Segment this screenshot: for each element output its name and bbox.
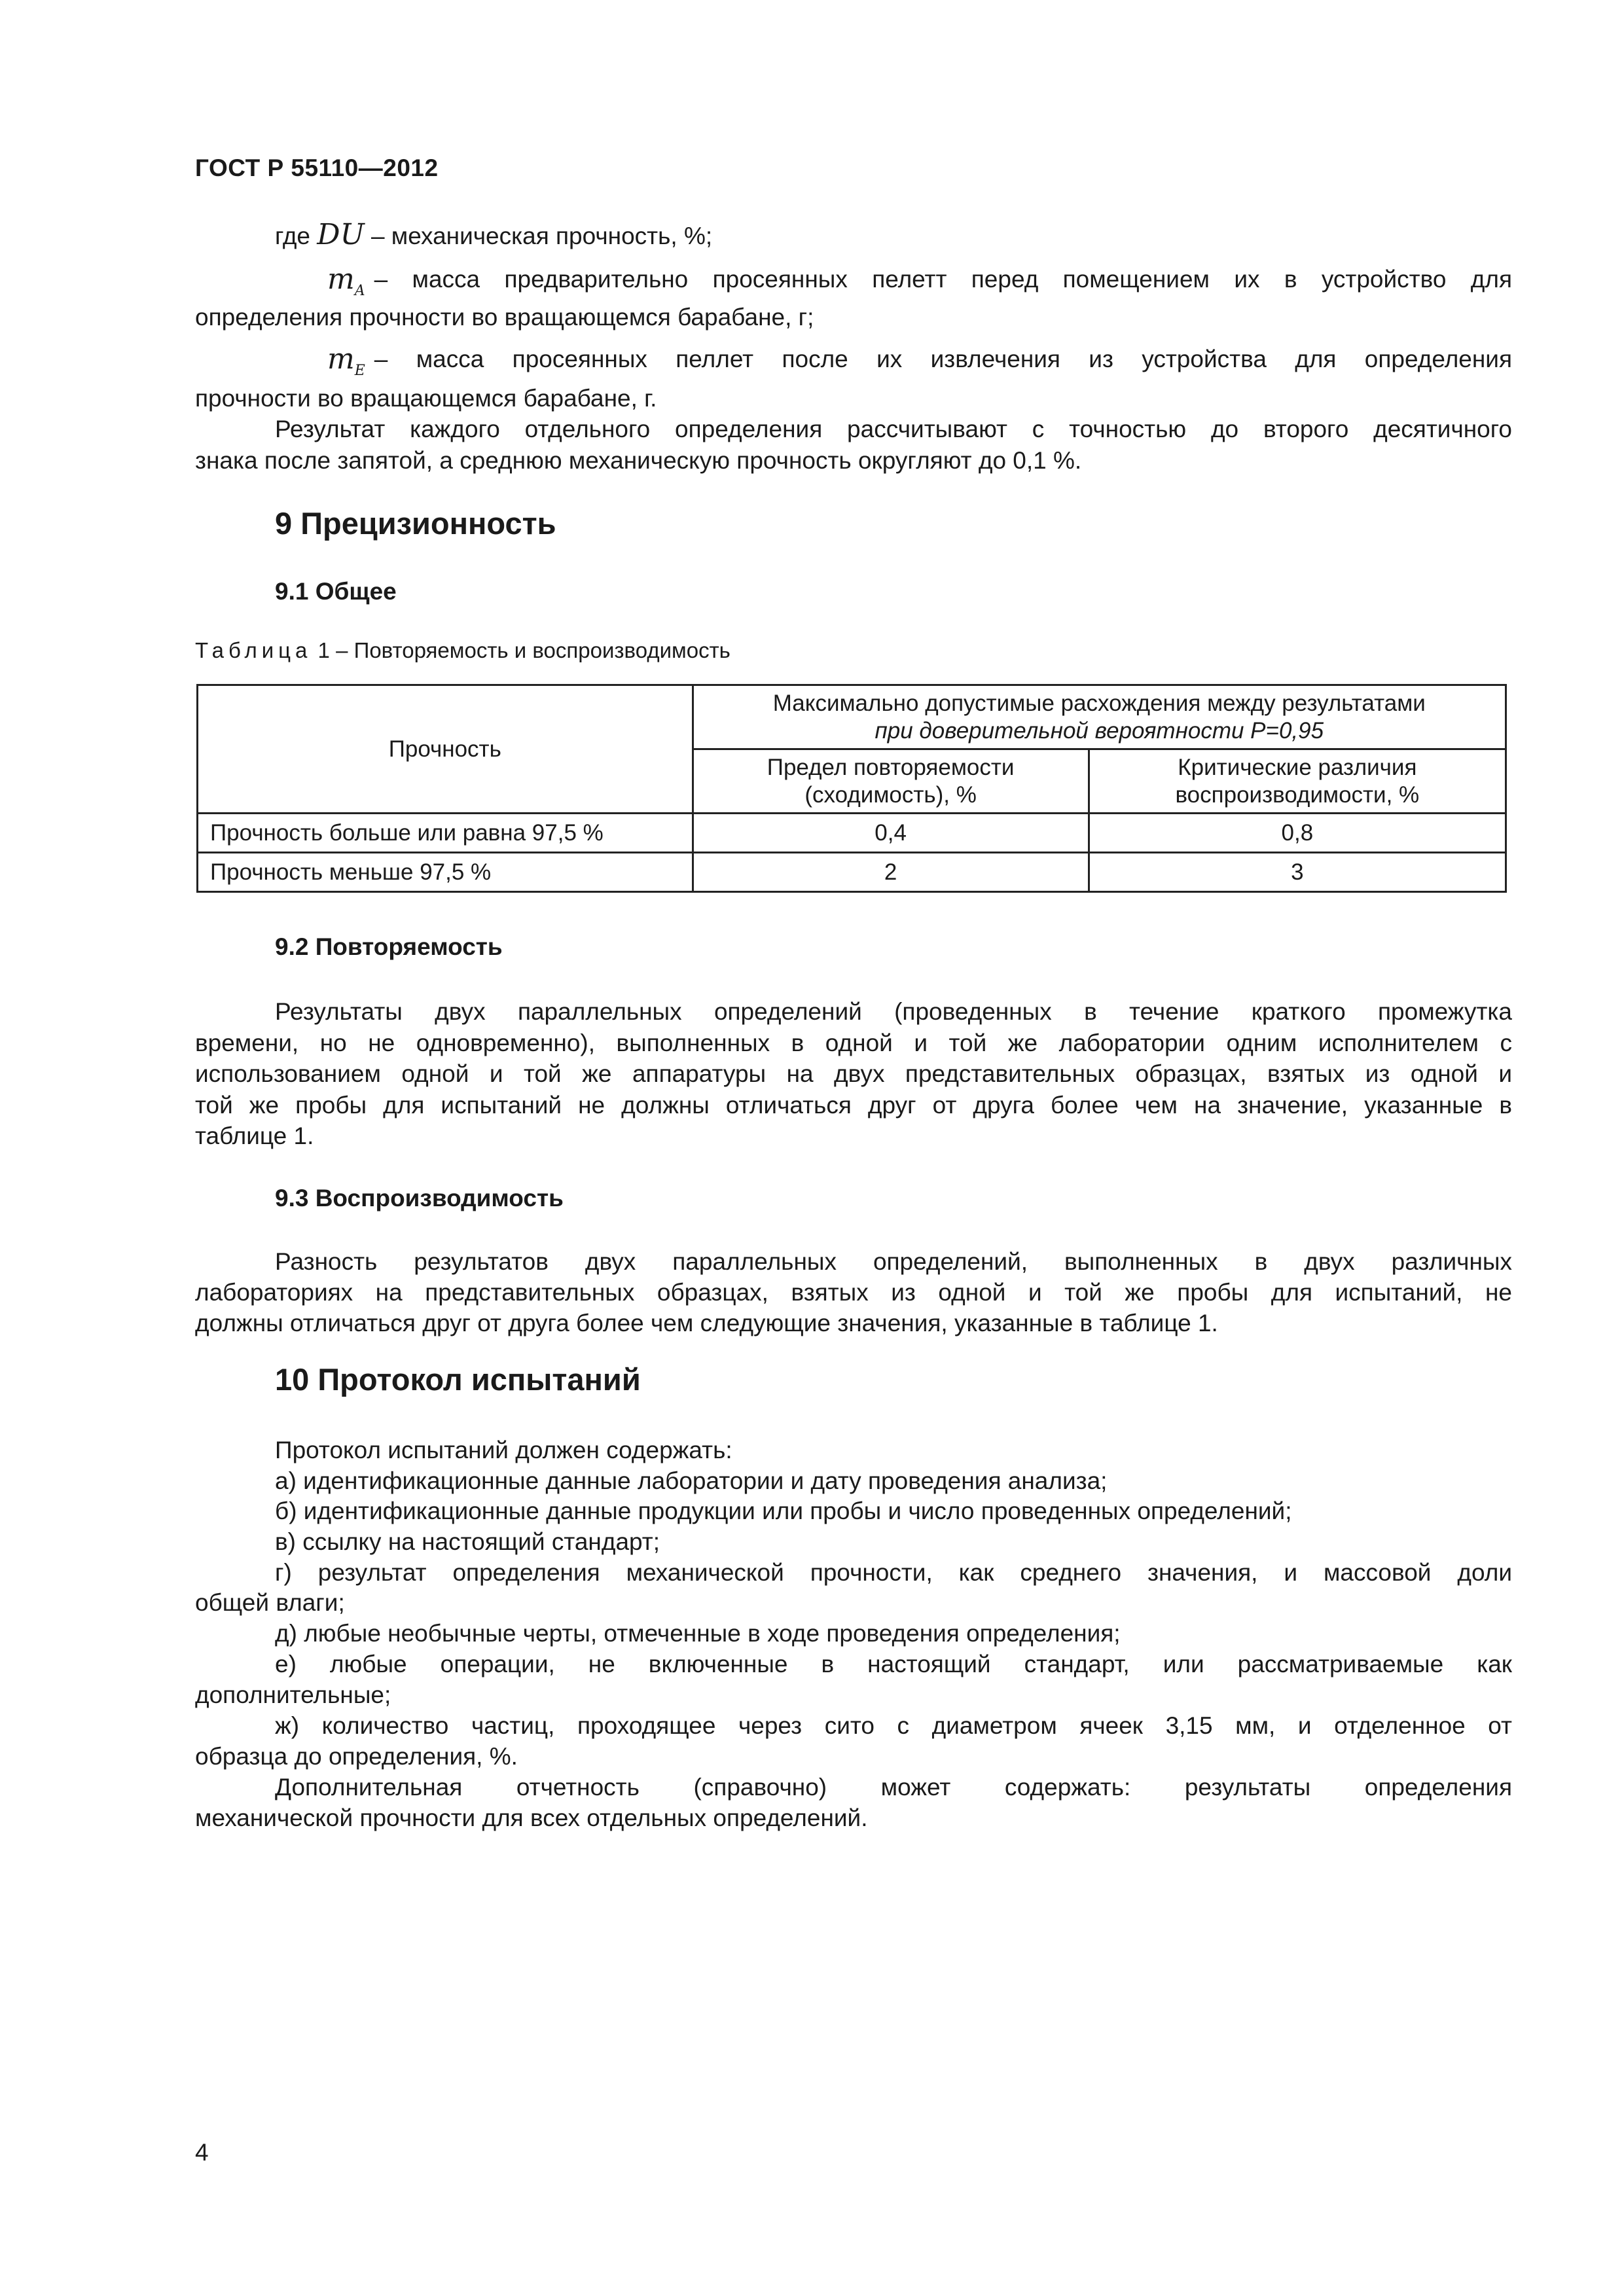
protocol-line: дополнительные; xyxy=(195,1681,391,1708)
legend-me-symbol: $m_E$ xyxy=(327,342,365,379)
section10-title: 10 Протокол испытаний xyxy=(275,1362,641,1397)
row-repeat-value: 2 xyxy=(693,853,1089,892)
row-label: Прочность меньше 97,5 % xyxy=(198,853,693,892)
protocol-line: общей влаги; xyxy=(195,1589,345,1616)
legend-me-line1: – масса просеянных пеллет после их извлечения из устройства для определения xyxy=(374,346,1512,372)
section9-1-title: 9.1 Общее xyxy=(275,578,397,605)
legend-du xyxy=(275,219,1512,252)
section9-3-title: 9.3 Воспроизводимость xyxy=(275,1185,564,1211)
legend-ma-line1: – масса предварительно просеянных пелетт перед помещением их в устройство для xyxy=(374,266,1512,293)
header-strength: Прочность xyxy=(198,685,693,814)
protocol-line: г) результат определения механической прочности, как среднего значения, и массовой доли xyxy=(275,1559,1512,1586)
table-row xyxy=(198,853,1506,892)
repeat-para-line: Результаты двух параллельных определений (проведенных в течение краткого промежутка xyxy=(275,998,1512,1025)
header-reproducibility xyxy=(1089,749,1506,814)
row-repeat-value: 0,4 xyxy=(693,814,1089,853)
header-max-line1: Максимально допустимые расхождения между результатами xyxy=(772,690,1426,716)
legend-ma xyxy=(327,264,1512,307)
protocol-line: е) любые операции, не включенные в настоящий стандарт, или рассматриваемые как xyxy=(275,1651,1512,1677)
protocol-line: образца до определения, %. xyxy=(195,1743,518,1770)
protocol-line: Протокол испытаний должен содержать: xyxy=(275,1437,732,1463)
protocol-line: ж) количество частиц, проходящее через сито с диаметром ячеек 3,15 мм, и отделенное от xyxy=(275,1712,1512,1739)
protocol-line: механической прочности для всех отдельных определений. xyxy=(195,1804,868,1831)
row-label: Прочность больше или равна 97,5 % xyxy=(198,814,693,853)
reprod-para-line: лабораториях на представительных образцах, взятых из одной и той же пробы для испытаний, не xyxy=(195,1279,1512,1306)
header-repeat-line2: (сходимость), % xyxy=(804,781,977,808)
row-reprod-value: 3 xyxy=(1089,853,1506,892)
table-caption-prefix: Таблица xyxy=(195,638,312,662)
result-line2: знака после запятой, а среднюю механическую прочность округляют до 0,1 %. xyxy=(195,447,1082,474)
page-number: 4 xyxy=(195,2139,209,2166)
reprod-para-line: Разность результатов двух параллельных определений, выполненных в двух различных xyxy=(275,1248,1512,1275)
protocol-line: в) ссылку на настоящий стандарт; xyxy=(275,1528,660,1555)
header-reprod-line1: Критические различия xyxy=(1178,754,1417,780)
header-repeatability xyxy=(693,749,1089,814)
header-reprod-line2: воспроизводимости, % xyxy=(1175,781,1420,808)
table-row xyxy=(198,814,1506,853)
legend-ma-line2: определения прочности во вращающемся барабане, г; xyxy=(195,304,814,331)
protocol-line: а) идентификационные данные лаборатории и дату проведения анализа; xyxy=(275,1467,1108,1494)
repeat-para-line: использованием одной и той же аппаратуры на двух представительных образцах, взятых из одной и xyxy=(195,1060,1512,1087)
repeat-para-line: таблице 1. xyxy=(195,1122,314,1149)
header-repeat-line1: Предел повторяемости xyxy=(767,754,1015,780)
precision-table xyxy=(196,684,1507,893)
document-code: ГОСТ Р 55110—2012 xyxy=(195,154,439,181)
legend-du-text: – механическая прочность, %; xyxy=(370,223,713,249)
result-line1: Результат каждого отдельного определения рассчитывают с точностью до второго десятичного xyxy=(275,416,1512,442)
protocol-line: Дополнительная отчетность (справочно) может содержать: результаты определения xyxy=(275,1774,1512,1801)
table-caption xyxy=(195,638,731,663)
reprod-para-line: должны отличаться друг от друга более чем следующие значения, указанные в таблице 1. xyxy=(195,1310,1218,1336)
protocol-line: д) любые необычные черты, отмеченные в ходе проведения определения; xyxy=(275,1620,1121,1647)
table-caption-text: 1 – Повторяемость и воспроизводимость xyxy=(312,638,731,662)
section9-2-title: 9.2 Повторяемость xyxy=(275,933,503,960)
legend-du-symbol: DU xyxy=(317,218,365,251)
row-reprod-value: 0,8 xyxy=(1089,814,1506,853)
repeat-para-line: той же пробы для испытаний не должны отличаться друг от друга более чем на значение, указанные в xyxy=(195,1092,1512,1119)
legend-me xyxy=(327,344,1512,387)
table-header-row xyxy=(198,685,1506,749)
legend-du-prefix: где xyxy=(275,223,311,249)
legend-me-line2: прочности во вращающемся барабане, г. xyxy=(195,385,657,412)
repeat-para-line: времени, но не одновременно), выполненных в одной и той же лаборатории одним исполнителем с xyxy=(195,1030,1512,1056)
header-max-line2: при доверительной вероятности P=0,95 xyxy=(875,717,1324,744)
protocol-line: б) идентификационные данные продукции или пробы и число проведенных определений; xyxy=(275,1498,1292,1524)
header-max-diff xyxy=(693,685,1506,749)
section9-title: 9 Прецизионность xyxy=(275,506,556,541)
legend-ma-symbol: $m_A$ xyxy=(327,262,365,299)
